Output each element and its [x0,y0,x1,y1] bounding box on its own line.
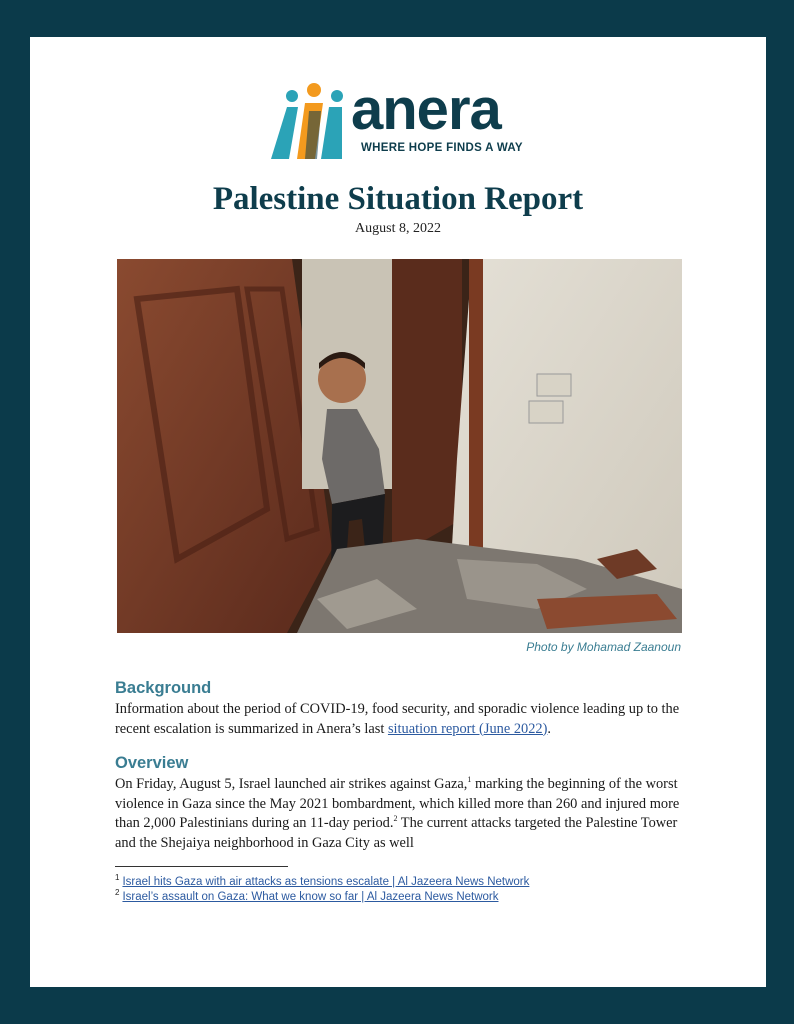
footnote-2 [115,888,499,903]
footnote-ref-1[interactable]: 1 [467,775,472,785]
report-date: August 8, 2022 [355,221,441,236]
footnote-divider [115,866,288,867]
footnote-number: 1 [115,873,120,882]
overview-text-2: marking the beginning of the worst violence in Gaza since the May 2021 bombardment, which killed more than 260 and injured more than 2,000 Palestinians during an 11-day period. [115,776,680,831]
footnote-link[interactable]: Israel hits Gaza with air attacks as tensions escalate | Al Jazeera News Network [122,875,530,888]
overview-text-1: On Friday, August 5, Israel launched air strikes against Gaza, [115,776,468,792]
footnote-ref-2[interactable]: 2 [393,814,398,824]
anera-wordmark: anera [351,77,501,142]
background-text-end: . [547,720,552,737]
overview-heading: Overview [115,754,189,772]
background-paragraph [115,700,695,739]
report-title: Palestine Situation Report [212,181,584,217]
footnote-1 [115,873,529,888]
background-text: Information about the period of COVID-19, food security, and sporadic violence leading up to the recent escalation is summarized in Anera’s last [115,701,680,737]
overview-text-3: The current attacks targeted the Palestine Tower and the Shejaiya neighborhood in Gaza City as well [115,815,678,851]
footnote-link[interactable]: Israel’s assault on Gaza: What we know so far | Al Jazeera News Network [122,890,499,903]
situation-report-link[interactable]: situation report (June 2022) [387,720,548,737]
anera-logo [267,77,537,159]
photo-illustration [117,259,682,633]
report-page [30,37,766,987]
anera-people-icon [267,81,345,159]
footnote-number: 2 [115,888,120,897]
background-heading: Background [115,679,212,697]
anera-tagline: WHERE HOPE FINDS A WAY [361,142,523,154]
photo-credit: Photo by Mohamad Zaanoun [526,640,681,654]
overview-paragraph [115,775,695,853]
cover-photo [117,259,682,633]
